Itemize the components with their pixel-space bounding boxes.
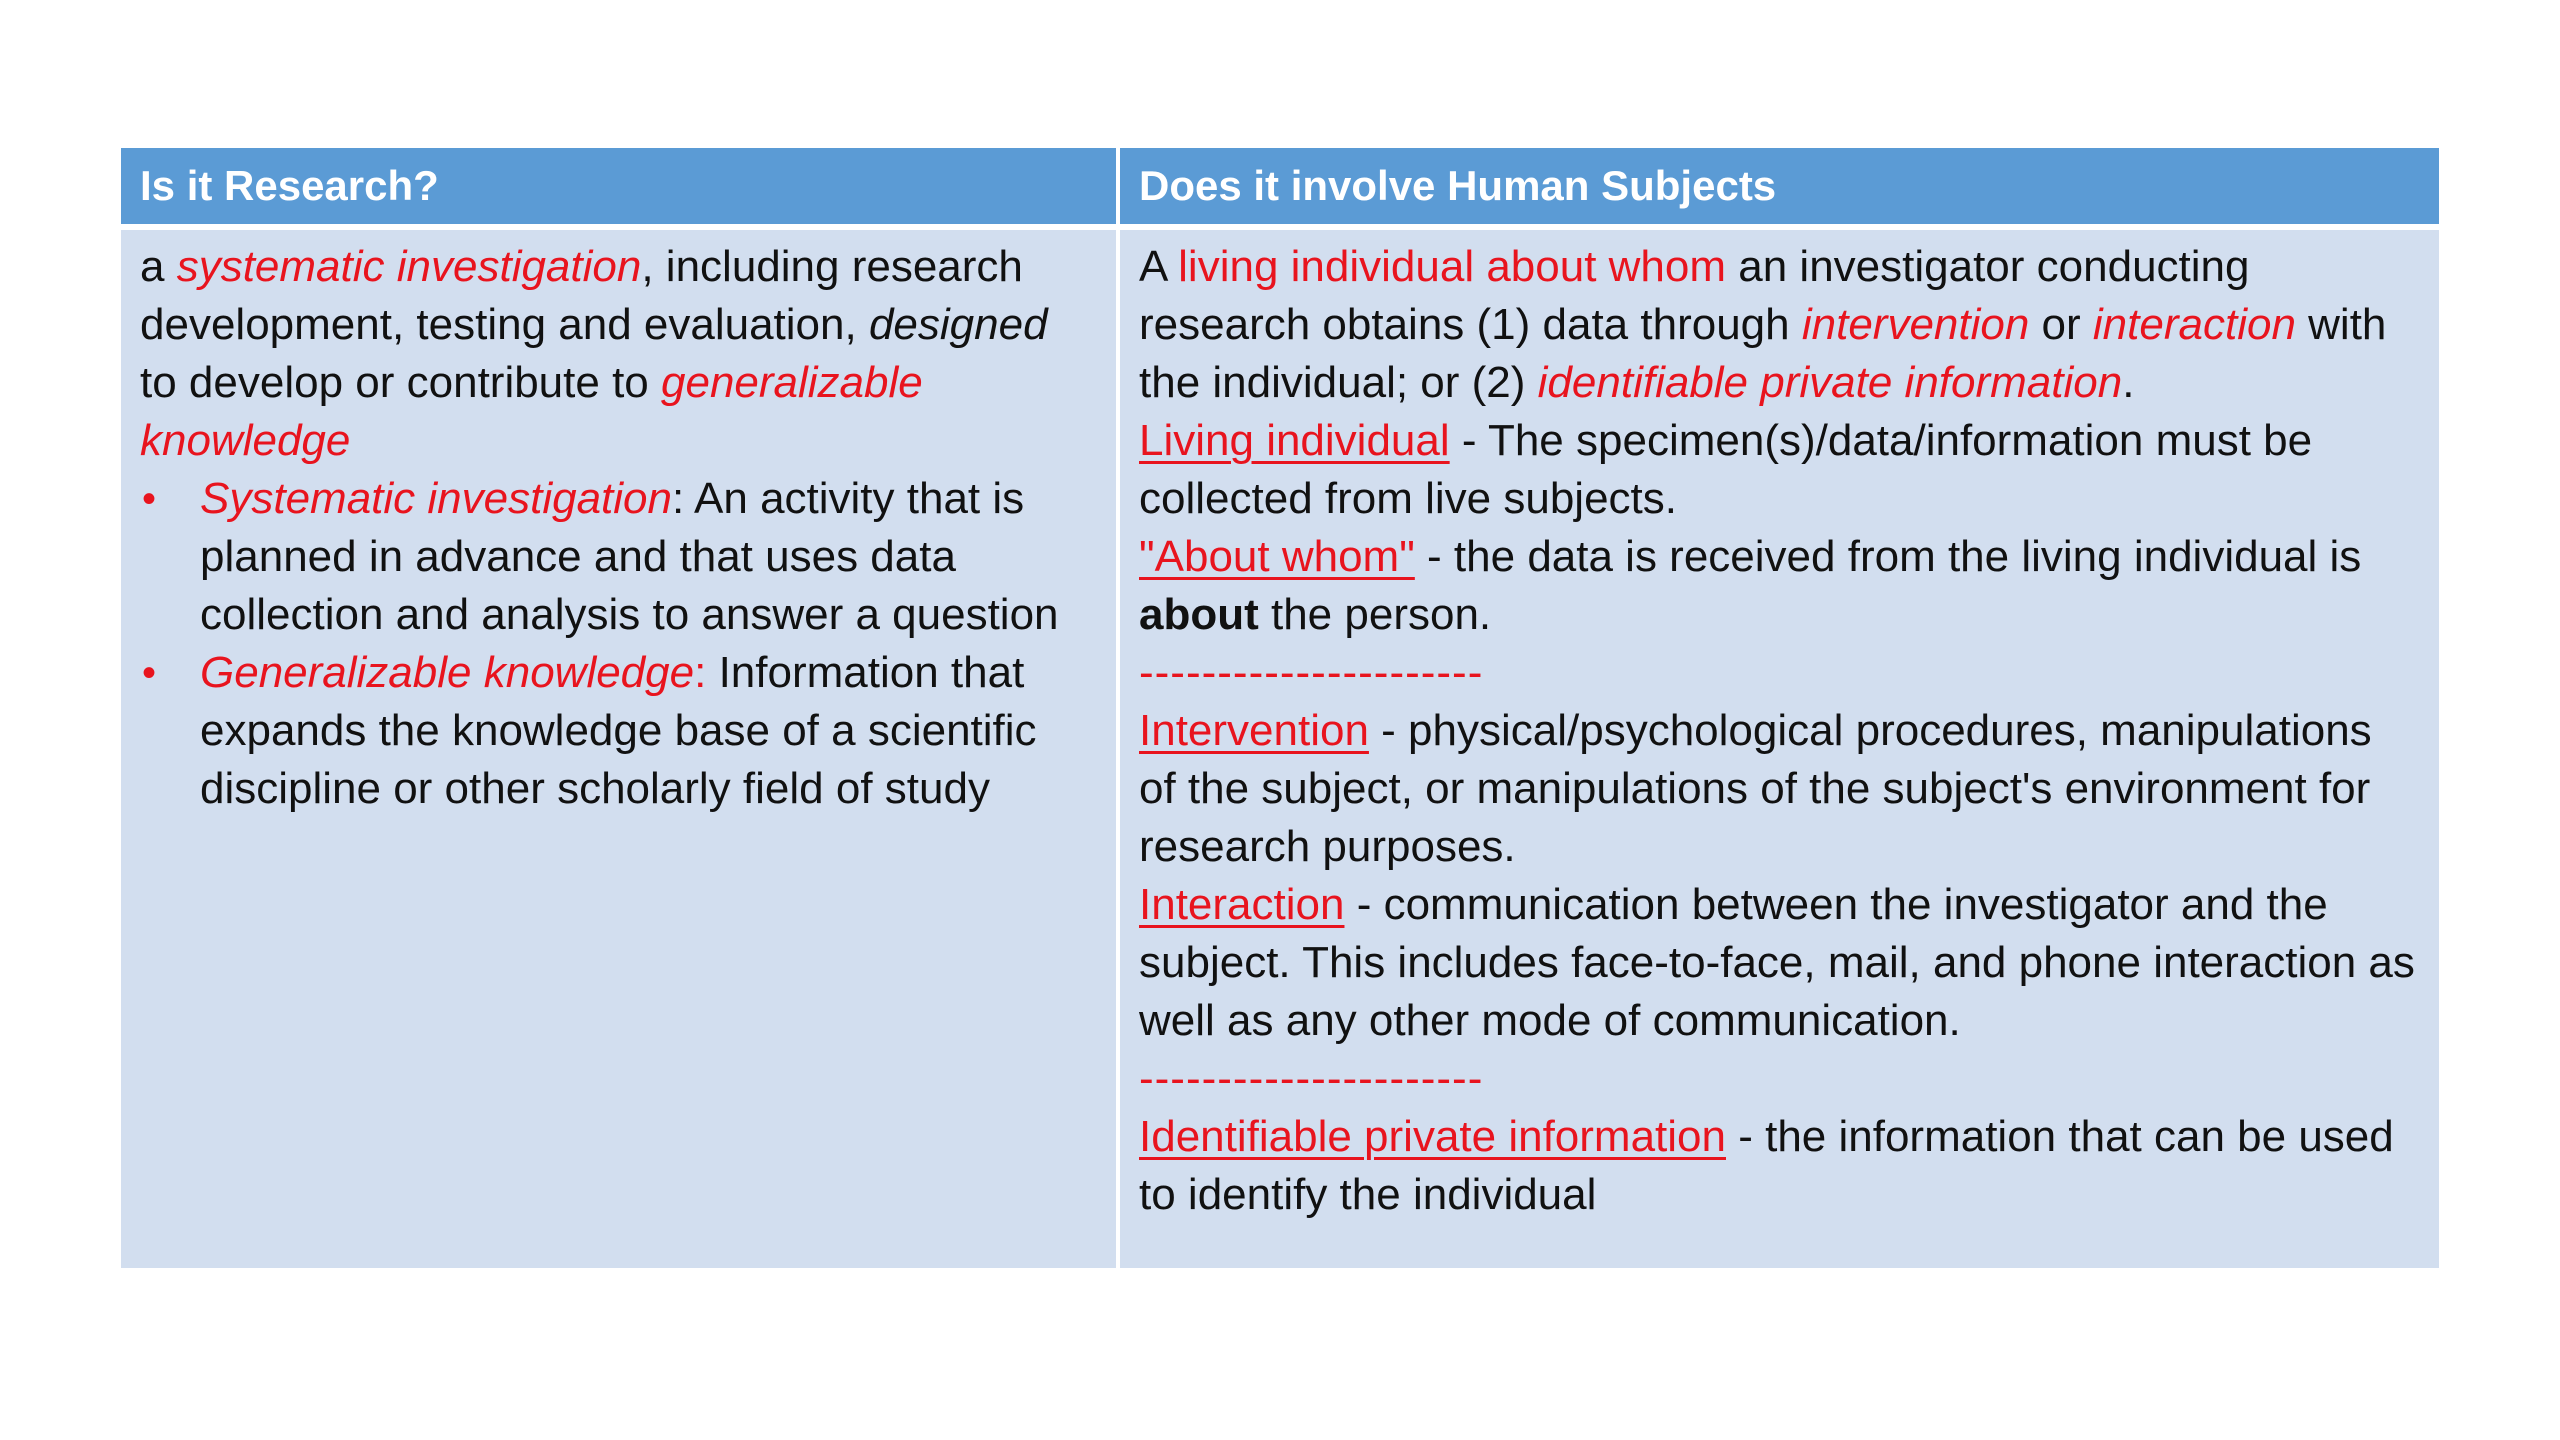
- bullet-icon: •: [142, 477, 157, 521]
- about-whom-link[interactable]: "About whom": [1139, 532, 1415, 581]
- bullet-text: Information that expands the knowledge base of a scientific discipline or other scholarly field of study: [200, 648, 1037, 813]
- living-individual-paragraph: [1139, 412, 2419, 528]
- paragraph-text: - the data is received from the living individual is: [1414, 532, 2362, 581]
- definition-bullet-list: [140, 470, 1096, 818]
- definition-text: .: [2122, 358, 2135, 407]
- definition-text: A: [1139, 242, 1179, 291]
- separator-line: ----------------------: [1139, 648, 1484, 697]
- header-right-label: Does it involve Human Subjects: [1139, 162, 1777, 209]
- paragraph-text: - communication between the investigator and the subject. This includes face-to-face, mail, and phone interaction as well as any other mode of communication.: [1139, 880, 2415, 1045]
- header-human-subjects: [1116, 148, 2439, 230]
- bullet-generalizable-knowledge: [140, 644, 1096, 818]
- interaction-link[interactable]: Interaction: [1139, 880, 1345, 929]
- bullet-colon: :: [694, 648, 707, 697]
- human-subject-definition: [1139, 238, 2419, 412]
- research-definition: [140, 238, 1096, 470]
- comparison-table: [121, 148, 2439, 1268]
- definition-text: , including research development, testing and evaluation,: [140, 242, 1023, 349]
- human-subjects-cell: [1116, 230, 2439, 1268]
- header-is-it-research: [121, 148, 1116, 230]
- term-identifiable-private-information: identifiable private information: [1537, 358, 2123, 407]
- bullet-term: Generalizable knowledge: [200, 648, 695, 697]
- definition-text: to develop or contribute to: [140, 358, 661, 407]
- definition-text: or: [2029, 300, 2093, 349]
- bullet-icon: •: [142, 651, 157, 695]
- about-whom-paragraph: [1139, 528, 2419, 644]
- interaction-paragraph: [1139, 876, 2419, 1050]
- identifiable-info-paragraph: [1139, 1108, 2419, 1224]
- about-bold-word: about: [1139, 590, 1259, 639]
- intervention-link[interactable]: Intervention: [1139, 706, 1369, 755]
- bullet-text: : An activity that is planned in advance and that uses data collection and analysis to answer a question: [200, 474, 1059, 639]
- bullet-term: Systematic investigation: [200, 474, 672, 523]
- term-generalizable-knowledge: generalizable knowledge: [140, 358, 923, 465]
- definition-text: with the individual; or (2): [1139, 300, 2387, 407]
- term-systematic-investigation: systematic investigation: [176, 242, 642, 291]
- header-left-label: Is it Research?: [140, 162, 439, 209]
- term-intervention: intervention: [1801, 300, 2030, 349]
- term-designed: designed: [868, 300, 1048, 349]
- term-interaction: interaction: [2092, 300, 2296, 349]
- living-individual-link[interactable]: Living individual: [1139, 416, 1450, 465]
- paragraph-text: - the information that can be used to identify the individual: [1139, 1112, 2394, 1219]
- definition-text: an investigator conducting research obtains (1) data through: [1139, 242, 2250, 349]
- paragraph-text: - The specimen(s)/data/information must be collected from live subjects.: [1139, 416, 2313, 523]
- term-living-individual-about-whom: living individual about whom: [1178, 242, 1727, 291]
- separator-line: ----------------------: [1139, 1054, 1484, 1103]
- identifiable-private-information-link[interactable]: Identifiable private information: [1139, 1112, 1726, 1161]
- paragraph-text: the person.: [1258, 590, 1492, 639]
- definition-text: a: [140, 242, 177, 291]
- bullet-systematic-investigation: [140, 470, 1096, 644]
- research-definition-cell: [121, 230, 1116, 1268]
- paragraph-text: - physical/psychological procedures, manipulations of the subject, or manipulations of the subject's environment for research purposes.: [1139, 706, 2372, 871]
- intervention-paragraph: [1139, 702, 2419, 876]
